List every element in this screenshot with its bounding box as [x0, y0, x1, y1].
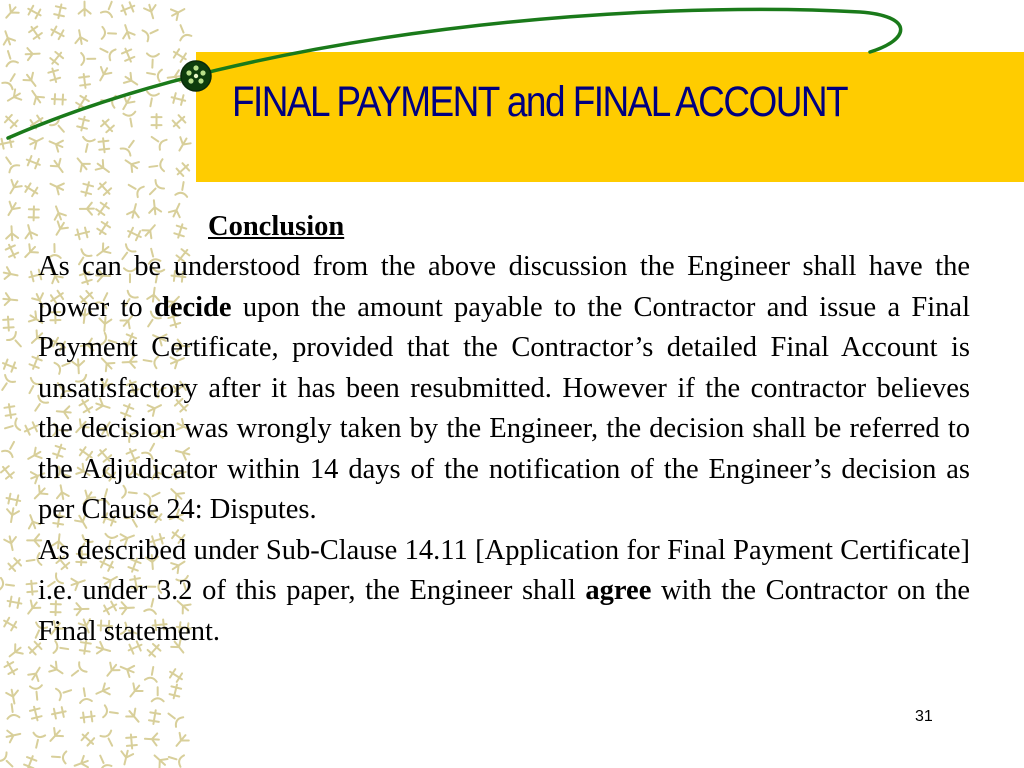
pattern-glyph	[126, 180, 144, 197]
pattern-glyph	[73, 155, 91, 173]
emphasis-agree: agree	[585, 575, 652, 606]
pattern-glyph	[28, 114, 45, 130]
pattern-glyph	[149, 159, 164, 173]
pattern-glyph	[152, 687, 164, 701]
pattern-glyph	[3, 419, 20, 435]
pattern-glyph	[100, 731, 117, 749]
pattern-glyph	[145, 666, 159, 682]
pattern-glyph	[101, 94, 116, 107]
pattern-glyph	[23, 182, 40, 198]
pattern-glyph	[4, 403, 16, 418]
pattern-glyph	[29, 706, 42, 722]
page-number: 31	[915, 708, 933, 725]
pattern-glyph	[48, 661, 66, 679]
pattern-glyph	[27, 665, 45, 683]
pattern-glyph	[4, 243, 19, 260]
pattern-glyph	[172, 731, 190, 749]
pattern-glyph	[174, 135, 191, 153]
pattern-glyph	[98, 138, 109, 153]
pattern-glyph	[121, 137, 139, 155]
pattern-glyph	[79, 73, 91, 88]
pattern-glyph	[4, 535, 19, 551]
pattern-glyph	[78, 687, 92, 703]
pattern-glyph	[0, 137, 14, 150]
pattern-glyph	[73, 29, 87, 45]
pattern-glyph	[6, 703, 20, 718]
slide-title: FINAL PAYMENT and FINAL ACCOUNT	[232, 78, 848, 126]
pattern-glyph	[0, 752, 17, 768]
paragraph-2-text-b: with the Contractor on the Final statement.	[38, 575, 970, 647]
pattern-glyph	[27, 88, 45, 106]
pattern-glyph	[170, 113, 187, 130]
pattern-glyph	[81, 181, 94, 197]
pattern-glyph	[125, 707, 143, 725]
pattern-glyph	[81, 53, 95, 65]
pattern-glyph	[0, 375, 15, 393]
paragraph-2	[38, 531, 970, 653]
pattern-glyph	[5, 226, 18, 241]
pattern-glyph	[25, 155, 42, 169]
pattern-glyph	[79, 2, 91, 16]
pattern-glyph	[174, 161, 191, 178]
pattern-glyph	[118, 661, 136, 678]
pattern-glyph	[22, 224, 37, 241]
pattern-glyph	[80, 711, 95, 723]
pattern-glyph	[26, 580, 37, 595]
pattern-glyph	[146, 67, 162, 81]
pattern-glyph	[2, 616, 19, 632]
pattern-glyph	[47, 136, 65, 153]
pattern-glyph	[25, 48, 40, 61]
pattern-glyph	[6, 689, 21, 705]
pattern-glyph	[3, 293, 18, 306]
pattern-glyph	[5, 728, 21, 743]
pattern-glyph	[2, 439, 19, 457]
pattern-glyph	[126, 734, 137, 749]
pattern-glyph	[148, 132, 166, 150]
pattern-glyph	[122, 72, 140, 90]
pattern-glyph	[175, 23, 191, 40]
pattern-glyph	[73, 755, 90, 768]
pattern-glyph	[119, 749, 134, 765]
pattern-glyph	[143, 24, 161, 41]
pattern-glyph	[119, 1, 136, 16]
pattern-glyph	[2, 49, 18, 66]
paragraph-1-text-b: upon the amount payable to the Contractor and issue a Final Payment Certificate, provided that the Contractor’s detailed Final Account is unsatisfactory after it has been resubmitted. However if the contractor believes the decision was wrongly taken by the Engineer, the decision shall be referred to the Adjudicator within 14 days of the notification of the Engineer’s decision as per Clause 24: Disputes.	[38, 291, 970, 525]
pattern-glyph	[21, 243, 39, 261]
pattern-glyph	[96, 180, 113, 197]
paragraph-2-text-a: As described under Sub-Clause 14.11 [Application for Final Payment Certificate] i.e. under 3.2 of this paper, the Engineer shall	[38, 534, 970, 606]
paragraph-1	[38, 247, 970, 531]
pattern-glyph	[151, 114, 161, 128]
pattern-glyph	[5, 88, 23, 105]
pattern-glyph	[76, 116, 89, 132]
pattern-glyph	[3, 316, 14, 331]
pattern-glyph	[165, 709, 183, 727]
pattern-glyph	[7, 596, 23, 608]
pattern-glyph	[51, 707, 67, 720]
emphasis-decide: decide	[153, 291, 232, 323]
pattern-glyph	[121, 47, 136, 64]
pattern-glyph	[145, 733, 160, 746]
pattern-glyph	[170, 92, 186, 105]
pattern-glyph	[52, 94, 67, 105]
pattern-glyph	[144, 91, 158, 107]
pattern-glyph	[103, 661, 121, 679]
pattern-glyph	[50, 117, 68, 135]
pattern-glyph	[79, 731, 96, 748]
pattern-glyph	[46, 727, 64, 745]
pattern-glyph	[167, 70, 182, 84]
pattern-glyph	[0, 464, 16, 481]
pattern-glyph	[48, 67, 61, 83]
pattern-glyph	[54, 3, 67, 19]
section-heading: Conclusion	[208, 211, 345, 242]
pattern-glyph	[30, 733, 45, 749]
pattern-glyph	[167, 751, 184, 767]
pattern-glyph	[7, 332, 25, 350]
pattern-glyph	[175, 181, 189, 197]
pattern-glyph	[6, 556, 23, 573]
pattern-glyph	[146, 180, 164, 198]
pattern-glyph	[169, 4, 187, 21]
pattern-glyph	[1, 154, 19, 172]
pattern-glyph	[52, 751, 67, 764]
slide-body	[38, 207, 970, 652]
pattern-glyph	[3, 200, 21, 218]
pattern-glyph	[48, 178, 66, 195]
pattern-glyph	[146, 53, 159, 68]
pattern-glyph	[171, 48, 188, 64]
pattern-glyph	[167, 668, 184, 684]
pattern-glyph	[95, 753, 112, 768]
paragraph-1-text-a: As can be understood from the above discussion the Engineer shall have the power to	[38, 251, 970, 323]
pattern-glyph	[3, 113, 20, 130]
pattern-glyph	[126, 682, 144, 700]
pattern-glyph	[26, 4, 43, 19]
pattern-glyph	[151, 751, 169, 768]
pattern-glyph	[99, 117, 116, 134]
pattern-glyph	[5, 493, 21, 506]
pattern-glyph	[1, 358, 18, 372]
pattern-glyph	[5, 178, 22, 196]
pattern-glyph	[2, 3, 20, 21]
pattern-glyph	[148, 709, 160, 724]
pattern-glyph	[118, 94, 135, 112]
pattern-glyph	[169, 683, 182, 699]
pattern-glyph	[98, 43, 116, 60]
pattern-glyph	[94, 683, 112, 700]
pattern-glyph	[94, 159, 112, 177]
pattern-glyph	[0, 578, 15, 592]
pattern-glyph	[28, 133, 46, 150]
pattern-glyph	[5, 507, 19, 523]
pattern-glyph	[22, 71, 40, 89]
pattern-glyph	[95, 65, 112, 83]
pattern-glyph	[48, 50, 65, 67]
pattern-glyph	[23, 754, 37, 768]
pattern-glyph	[50, 157, 68, 175]
pattern-glyph	[0, 29, 16, 46]
pattern-glyph	[75, 93, 91, 110]
pattern-glyph	[123, 112, 137, 128]
pattern-glyph	[103, 705, 119, 719]
pattern-glyph	[68, 662, 86, 680]
pattern-glyph	[27, 24, 43, 41]
pattern-glyph	[6, 643, 24, 661]
pattern-glyph	[144, 3, 159, 20]
pattern-glyph	[80, 137, 95, 153]
pattern-glyph	[122, 155, 140, 173]
pattern-glyph	[3, 267, 19, 282]
pattern-glyph	[56, 684, 73, 700]
pattern-glyph	[2, 71, 20, 89]
pattern-glyph	[120, 23, 136, 40]
pattern-glyph	[3, 660, 19, 677]
pattern-glyph	[30, 685, 43, 700]
pattern-glyph	[49, 25, 66, 40]
pattern-glyph	[102, 27, 117, 40]
pattern-glyph	[101, 0, 117, 17]
